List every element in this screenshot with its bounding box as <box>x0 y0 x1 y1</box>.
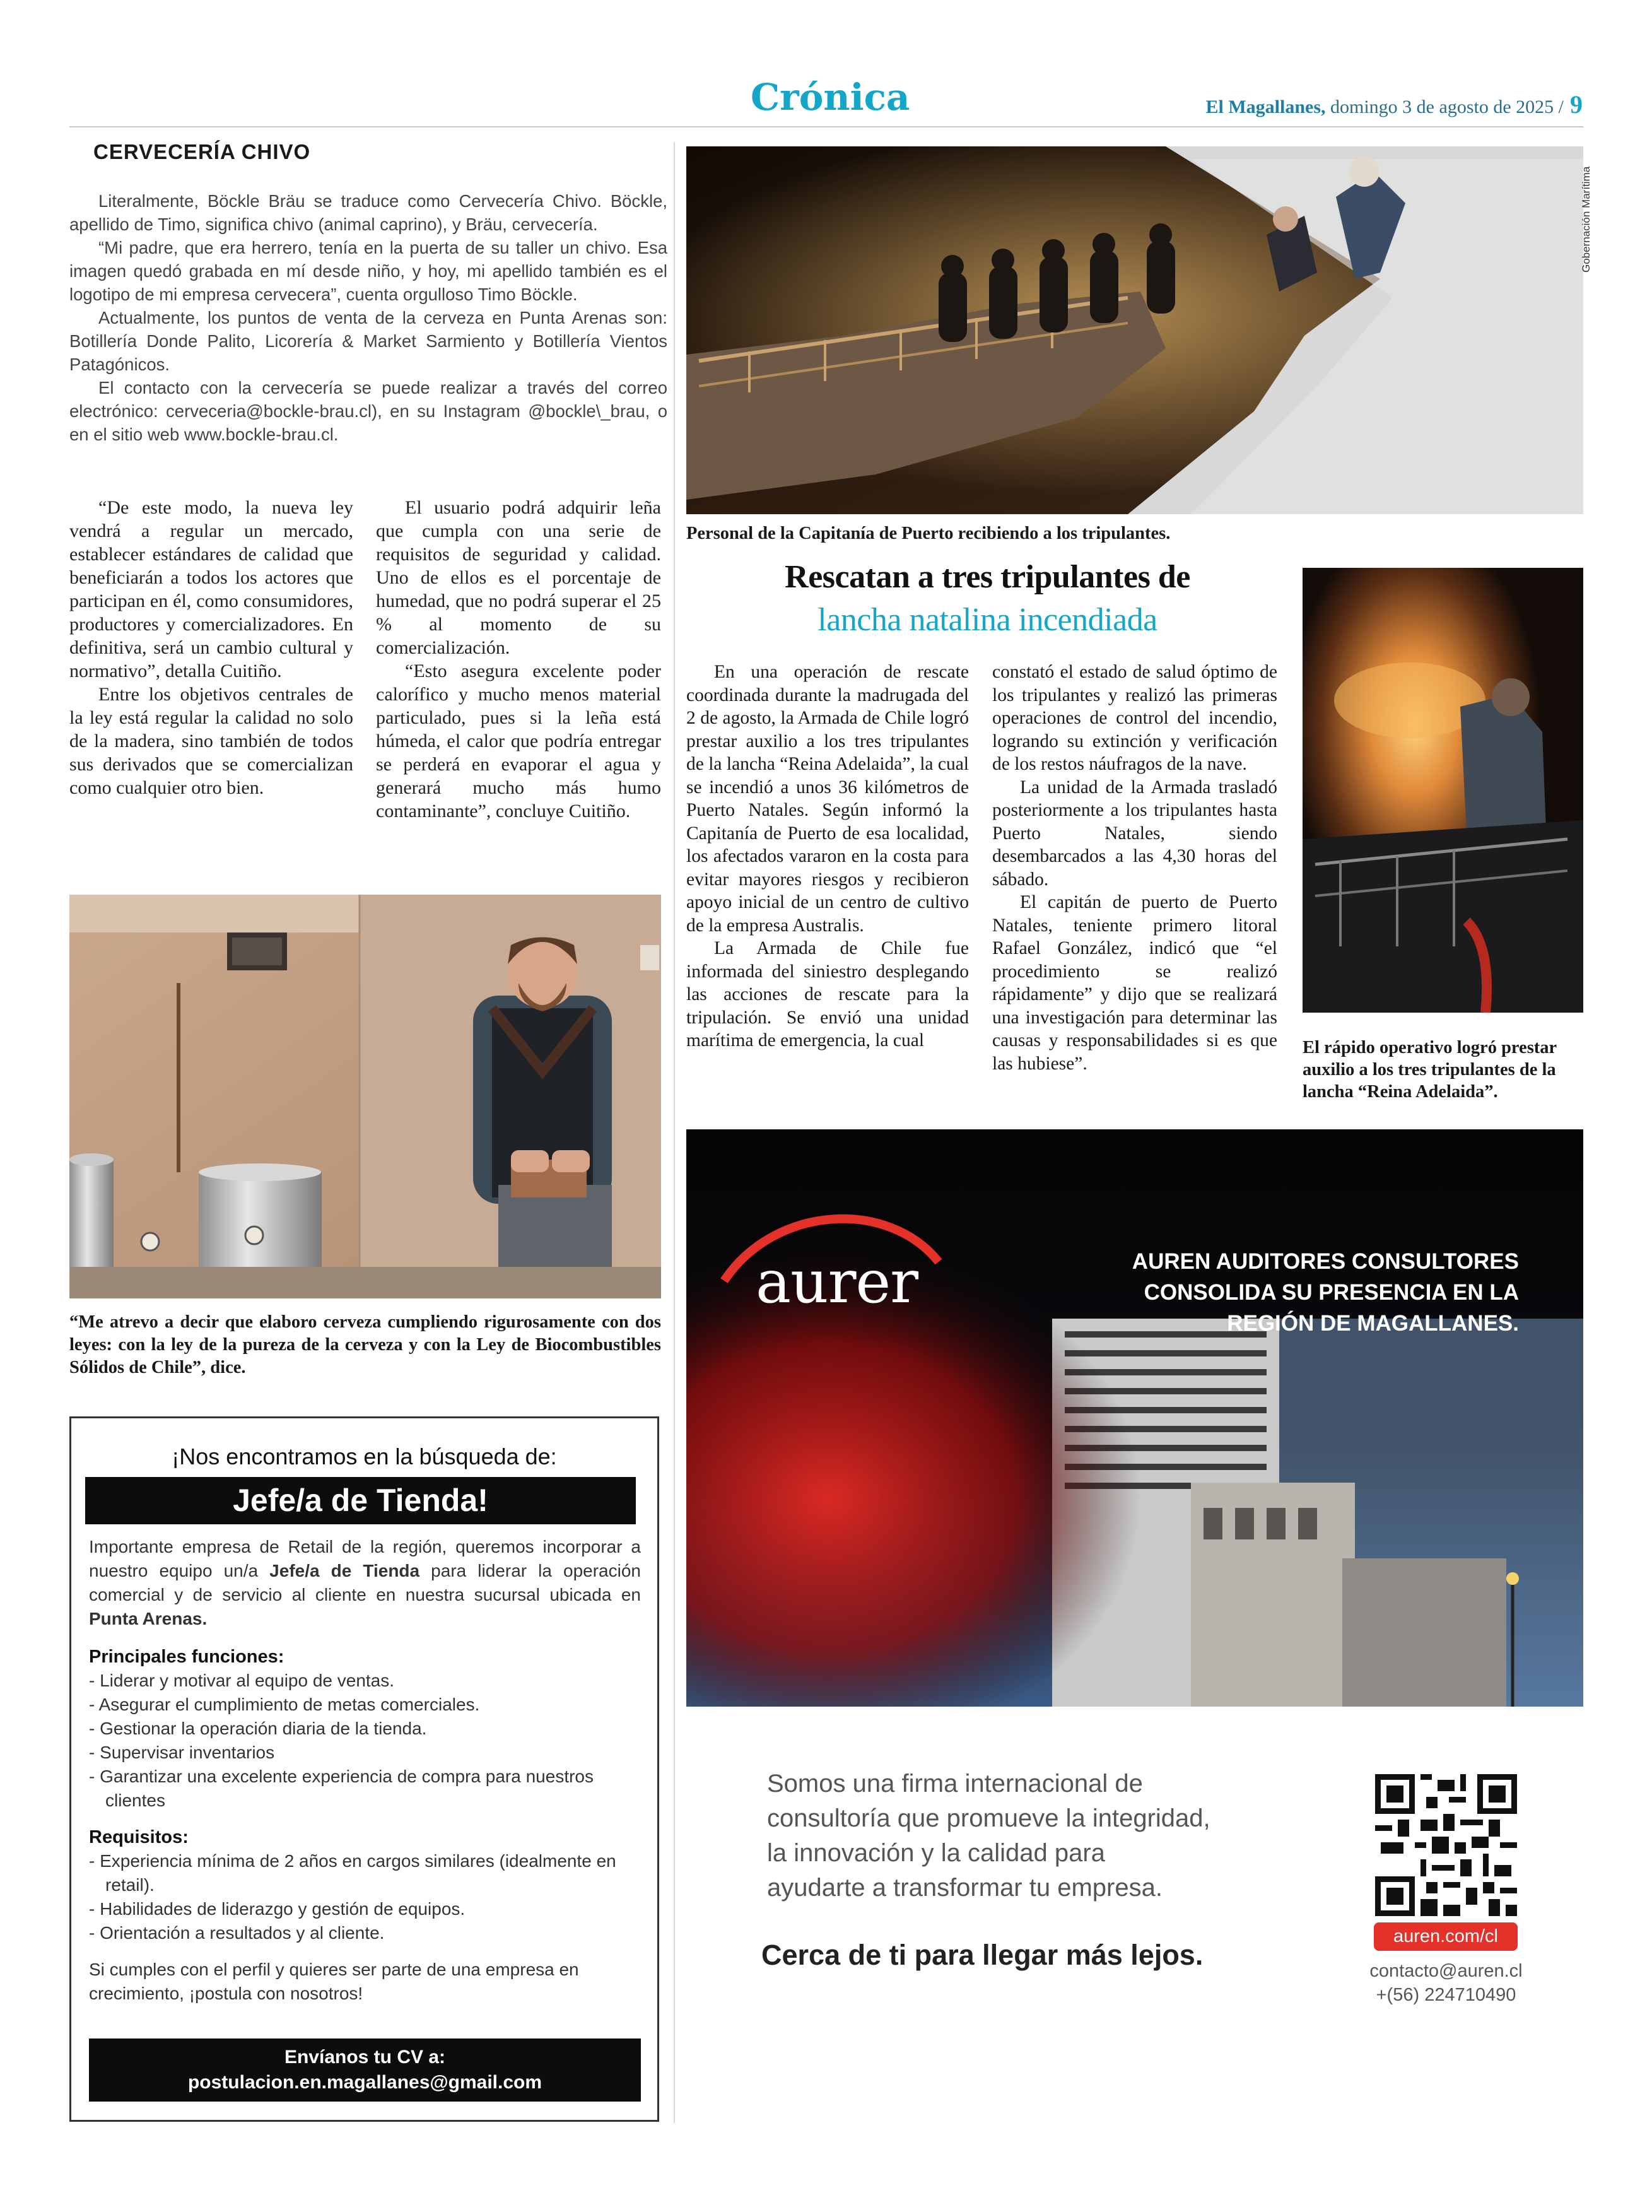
article-paragraph: “Esto asegura excelente poder calorífico y mucho menos material particulado, pues si la leña está húmeda, el calor que podría entregar se perderá en evaporar el agua y generará mucho más humo contaminante”, concluye Cuitiño. <box>376 661 661 821</box>
issue-date: domingo 3 de agosto de 2025 <box>1325 97 1559 117</box>
page-separator: / <box>1558 97 1564 117</box>
article-paragraph: “De este modo, la nueva ley vendrá a regular un mercado, establecer estándares de calidad que beneficiarán a todos los actores que participan en él, como consumidores, productores y comercializadores. En definitiva, será un cambio cultural y normativo”, detalla Cuitiño. <box>69 497 353 681</box>
header-rule <box>69 126 1583 127</box>
auren-website-link[interactable]: auren.com/cl <box>1374 1922 1518 1951</box>
job-ad-location: Punta Arenas. <box>89 1609 208 1628</box>
article-headline: Rescatan a tres tripulantes de <box>785 559 1190 595</box>
cv-email[interactable]: postulacion.en.magallanes@gmail.com <box>187 2072 542 2093</box>
job-ad-closing: Si cumples con el perfil y quieres ser parte de una empresa en crecimiento, ¡postula con nosotros! <box>89 1960 579 2003</box>
boat-photo-caption: Personal de la Capitanía de Puerto recibiendo a los tripulantes. <box>686 524 1171 543</box>
cv-submission-box <box>89 2038 641 2102</box>
auren-ad[interactable] <box>686 1129 1583 1707</box>
rescue-column-b <box>992 661 1277 1075</box>
column-divider <box>674 142 675 2123</box>
function-item: - Liderar y motivar al equipo de ventas. <box>89 1669 641 1693</box>
auren-tagline-line: Somos una firma internacional de <box>767 1770 1143 1797</box>
qr-code-icon[interactable] <box>1375 1774 1517 1916</box>
job-ad-position: Jefe/a de Tienda <box>269 1561 420 1580</box>
section-title: Crónica <box>751 76 910 119</box>
function-item: - Supervisar inventarios <box>89 1741 641 1765</box>
sidebar-paragraph: “Mi padre, que era herrero, tenía en la puerta de su taller un chivo. Esa imagen quedó grabada en mí desde niño, y hoy, mi apellido también es el logotipo de mi empresa cervecera”, cuenta orgulloso Timo Böckle. <box>69 238 667 304</box>
requirement-item: - Habilidades de liderazgo y gestión de equipos. <box>89 1897 641 1921</box>
functions-heading: Principales funciones: <box>89 1647 284 1667</box>
requirement-item: - Experiencia mínima de 2 años en cargos similares (idealmente en retail). <box>89 1849 641 1897</box>
job-ad-intro-text: Importante empresa de Retail de la región, queremos incorporar a nuestro equipo un/a <box>89 1537 641 1580</box>
function-item: - Asegurar el cumplimiento de metas comerciales. <box>89 1693 641 1717</box>
sidebar-heading: CERVECERÍA CHIVO <box>93 140 311 163</box>
function-item: - Garantizar una excelente experiencia de compra para nuestros clientes <box>89 1765 641 1813</box>
requirements-heading: Requisitos: <box>89 1827 189 1847</box>
functions-list <box>89 1669 641 1813</box>
auren-tagline-line: ayudarte a transformar tu empresa. <box>767 1874 1163 1902</box>
brewer-photo-caption: “Me atrevo a decir que elaboro cerveza cumpliendo rigurosamente con dos leyes: con la ley de la pureza de la cerveza y con la Ley de Biocombustibles Sólidos de Chile”, dice. <box>69 1312 661 1377</box>
requirement-item: - Orientación a resultados y al cliente. <box>89 1921 641 1945</box>
job-ad-lead: ¡Nos encontramos en la búsqueda de: <box>172 1444 557 1469</box>
auren-headline-line: AUREN AUDITORES CONSULTORES <box>1132 1249 1519 1274</box>
article-paragraph: constató el estado de salud óptimo de los tripulantes y realizó las primeras operaciones de control del incendio, logrando su extinción y verificación de los restos náufragos de la nave. <box>992 662 1277 774</box>
auren-phone: +(56) 224710490 <box>1376 1985 1516 2005</box>
job-ad <box>69 1416 659 2122</box>
article-paragraph: Entre los objetivos centrales de la ley está regular la calidad no solo de la madera, sino también de todos sus derivados que se comercializan como cualquier otro bien. <box>69 684 353 798</box>
job-ad-title: Jefe/a de Tienda! <box>85 1477 636 1524</box>
sidebar-paragraph: El contacto con la cervecería se puede realizar a través del correo electrónico: cerveceria@bockle-brau.cl), en su Instagram @bockle\_brau, o en el sitio web www.bockle-brau.cl. <box>69 378 667 444</box>
photo-credit-text: Gobernación Marítima <box>1580 166 1592 273</box>
header-meta <box>1206 90 1583 119</box>
auren-email[interactable]: contacto@auren.cl <box>1369 1961 1523 1981</box>
function-item: - Gestionar la operación diaria de la tienda. <box>89 1717 641 1741</box>
auren-tagline-line: consultoría que promueve la integridad, <box>767 1804 1210 1832</box>
auren-headline-line: CONSOLIDA SU PRESENCIA EN LA <box>1144 1280 1519 1305</box>
fire-photo <box>1303 568 1583 1013</box>
auren-tagline <box>767 1767 1272 1905</box>
auren-headline <box>1002 1246 1583 1339</box>
cv-label: Envíanos tu CV a: <box>284 2047 446 2068</box>
article-paragraph: La Armada de Chile fue informada del siniestro desplegando las acciones de rescate para la tripulación. Se envió una unidad marítima de emergencia, la cual <box>686 938 969 1050</box>
auren-logo: aurer <box>756 1248 918 1317</box>
boat-rescue-photo <box>686 146 1583 514</box>
article-column-left-b <box>376 496 661 823</box>
brewer-photo <box>69 895 661 1298</box>
auren-slogan: Cerca de ti para llegar más lejos. <box>761 1939 1204 1971</box>
article-column-left-a <box>69 496 353 799</box>
photo-credit <box>1580 146 1596 273</box>
rescue-column-a <box>686 661 969 1052</box>
requirements-list <box>89 1849 641 1945</box>
newspaper-name: El Magallanes, <box>1205 97 1326 117</box>
fire-photo-caption: El rápido operativo logró prestar auxilio a los tres tripulantes de la lancha “Reina Adelaida”. <box>1303 1038 1557 1102</box>
auren-tagline-line: la innovación y la calidad para <box>767 1839 1105 1867</box>
sidebar-paragraph: Actualmente, los puntos de venta de la cerveza en Punta Arenas son: Botillería Donde Palito, Licorería & Market Sarmiento y Botillería Vientos Patagónicos. <box>69 308 667 374</box>
job-ad-body <box>89 1535 641 2006</box>
article-headline-accent: lancha natalina incendiada <box>817 602 1157 638</box>
article-paragraph: El capitán de puerto de Puerto Natales, teniente primero litoral Rafael González, indicó que “el procedimiento se realizó rápidamente” y dijo que se realizará una investigación para determinar las causas y responsabilidades si es que las hubiese”. <box>992 892 1277 1074</box>
job-ad-intro-text: para liderar la operación comercial y de servicio al cliente en nuestra sucursal ubicada en <box>89 1561 641 1604</box>
article-paragraph: En una operación de rescate coordinada durante la madrugada del 2 de agosto, la Armada de Chile logró prestar auxilio a los tres tripulantes de la lancha “Reina Adelaida”, la cual se incendió a unos 36 kilómetros de Puerto Natales. Según informó la Capitanía de Puerto de esa localidad, los afectados vararon en la costa para evitar mayores riesgos y recibieron apoyo inicial de un centro de cultivo de la empresa Australis. <box>686 662 970 936</box>
sidebar-body <box>69 189 667 446</box>
article-paragraph: El usuario podrá adquirir leña que cumpla con una serie de requisitos de seguridad y calidad. Uno de ellos es el porcentaje de humedad, que no podrá superar el 25 % al momento de su comercialización. <box>376 497 661 658</box>
auren-headline-line: REGIÓN DE MAGALLANES. <box>1227 1311 1519 1336</box>
sidebar-paragraph: Literalmente, Böckle Bräu se traduce como Cervecería Chivo. Böckle, apellido de Timo, significa chivo (animal caprino), y Bräu, cervecería. <box>69 191 667 234</box>
job-ad-intro <box>89 1535 641 1631</box>
article-paragraph: La unidad de la Armada trasladó posteriormente a los tripulantes hasta Puerto Natales, siendo desembarcados a las 4,30 horas del sábado. <box>992 777 1277 890</box>
page-number: 9 <box>1564 90 1583 119</box>
